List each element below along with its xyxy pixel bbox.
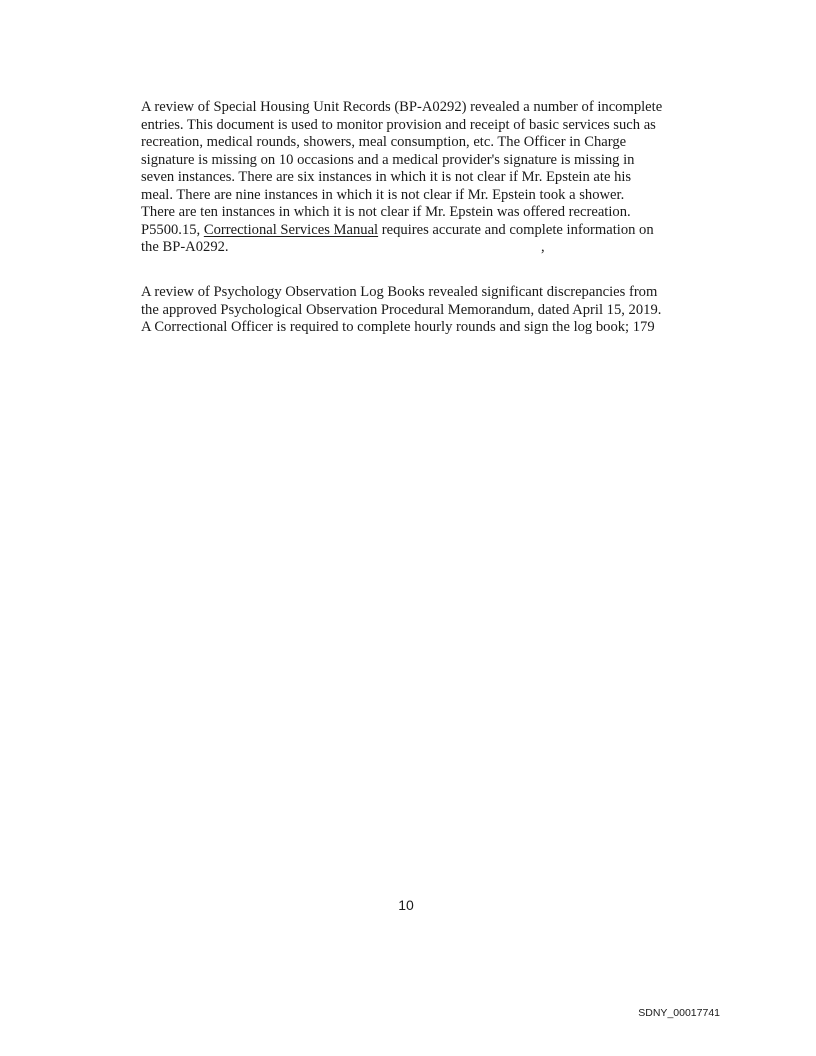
text-line: signature is missing on 10 occasions and a medical provider's signature is missing in xyxy=(141,151,635,168)
text-line: meal. There are nine instances in which it is not clear if Mr. Epstein took a shower. xyxy=(141,186,625,203)
text-line-last xyxy=(141,239,731,257)
text-line: A review of Special Housing Unit Records (BP-A0292) revealed a number of incomplete xyxy=(141,99,663,115)
paragraph-psychology-logs xyxy=(141,284,731,337)
text-line: the approved Psychological Observation Procedural Memorandum, dated April 15, 2019. xyxy=(141,301,662,318)
manual-title: Correctional Services Manual xyxy=(203,221,379,238)
text-line: seven instances. There are six instances in which it is not clear if Mr. Epstein ate his xyxy=(141,169,632,185)
text-line-policy xyxy=(141,222,731,240)
bates-number: SDNY_00017741 xyxy=(638,1007,720,1019)
text-line: A Correctional Officer is required to complete hourly rounds and sign the log book; 179 xyxy=(141,319,655,335)
text-line: recreation, medical rounds, showers, meal consumption, etc. The Officer in Charge xyxy=(141,134,627,150)
text-line: There are ten instances in which it is not clear if Mr. Epstein was offered recreation. xyxy=(141,204,631,220)
policy-number: P5500.15, xyxy=(141,221,204,238)
policy-requirement: requires accurate and complete information on xyxy=(378,221,654,238)
text-line: entries. This document is used to monitor provision and receipt of basic services such as xyxy=(141,116,656,133)
page-number: 10 xyxy=(398,897,414,913)
form-reference: the BP-A0292. xyxy=(141,239,229,255)
text-line: A review of Psychology Observation Log Books revealed significant discrepancies from xyxy=(141,284,658,300)
stray-mark: , xyxy=(541,239,545,255)
paragraph-shu-records xyxy=(141,99,731,257)
